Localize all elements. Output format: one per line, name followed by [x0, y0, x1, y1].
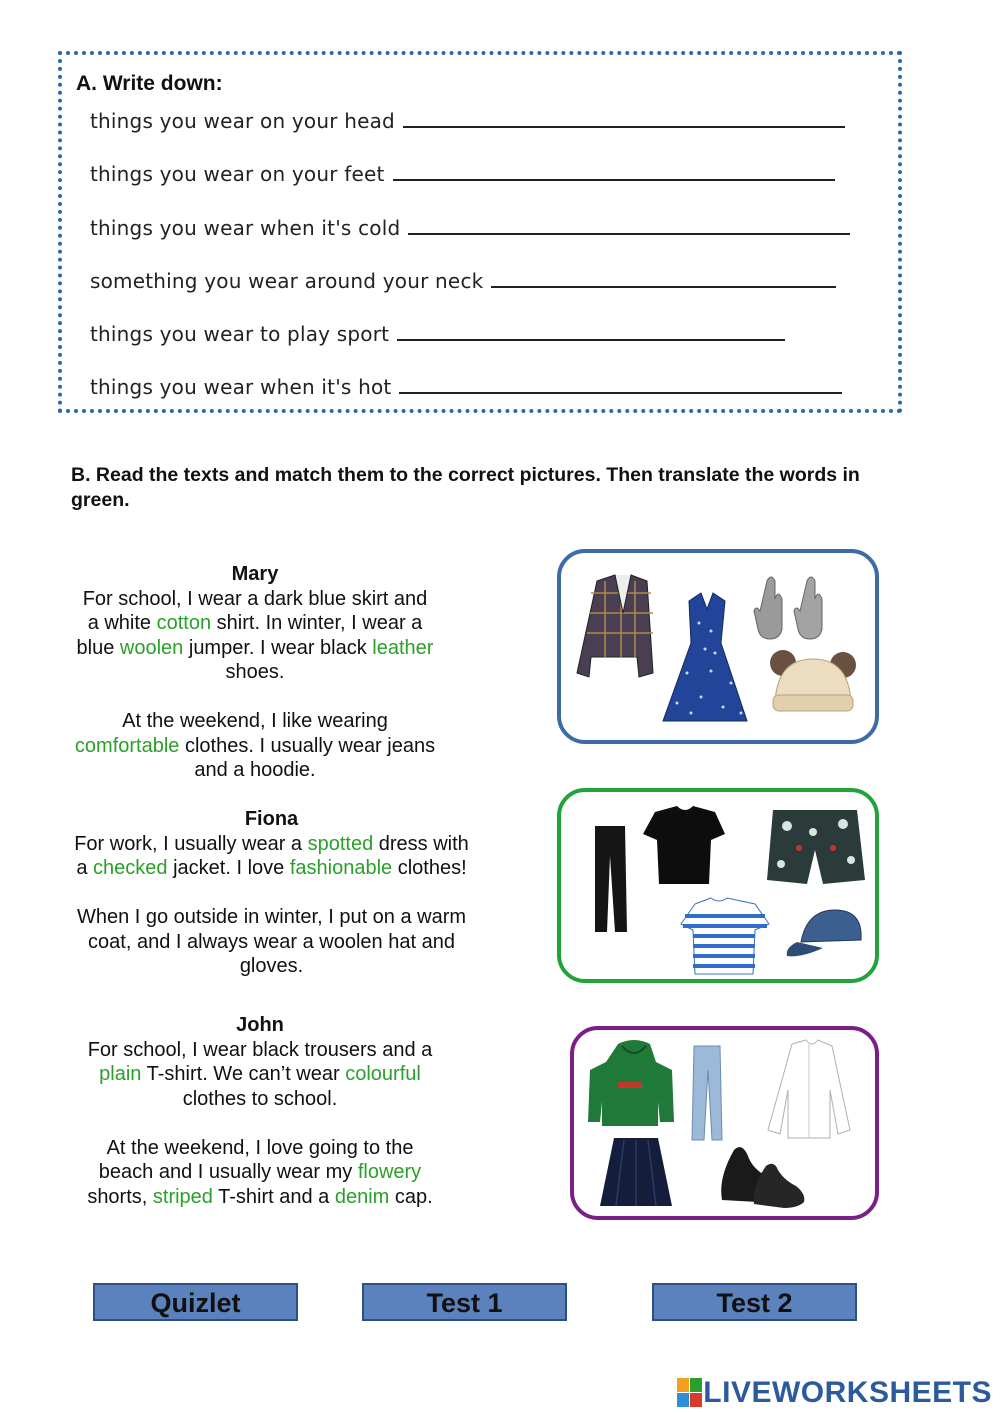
green-word[interactable]: denim	[334, 1185, 390, 1208]
mary-name: Mary	[231, 563, 279, 585]
black-t-shirt-icon	[643, 806, 725, 884]
liveworksheets-logo	[677, 1376, 992, 1410]
checked-jacket-icon	[577, 575, 653, 677]
text-span: cap.	[389, 1185, 433, 1208]
green-word[interactable]: flowery	[357, 1161, 422, 1183]
question-line	[90, 268, 836, 293]
section-b-title: B. Read the texts and match them to the correct pictures. Then translate the words in green.	[71, 464, 860, 511]
text-span: shoes.	[225, 661, 285, 683]
green-word[interactable]: checked	[93, 857, 168, 879]
flowery-shorts-icon	[767, 810, 865, 884]
text-span: T-shirt. We can’t wear	[141, 1063, 346, 1085]
john-name: John	[236, 1014, 284, 1036]
text-span: When I go outside in winter, I put on a warm	[76, 906, 467, 928]
picture-box-1[interactable]	[557, 549, 879, 744]
black-trousers-icon	[595, 826, 627, 932]
question-line	[90, 374, 842, 399]
logo-text: LIVEWORKSHEETS	[703, 1376, 992, 1409]
test-2-button[interactable]: Test 2	[652, 1283, 857, 1321]
green-word[interactable]: comfortable	[74, 734, 180, 757]
green-word[interactable]: colourful	[345, 1063, 421, 1085]
text-span: clothes!	[392, 857, 467, 879]
striped-t-shirt-icon	[681, 898, 769, 974]
text-span: blue	[76, 636, 120, 659]
question-text: things you wear on your head	[90, 109, 395, 133]
question-line	[90, 321, 785, 346]
denim-cap-icon	[787, 910, 861, 956]
white-shirt-icon	[768, 1040, 850, 1138]
text-span: coat, and I always wear a woolen hat and	[88, 930, 455, 953]
picture-box-3[interactable]	[570, 1026, 879, 1220]
answer-blank[interactable]	[491, 268, 836, 288]
green-word[interactable]: spotted	[307, 832, 374, 855]
green-word[interactable]: fashionable	[289, 857, 393, 879]
spotted-dress-icon	[663, 593, 747, 721]
text-span: For work, I usually wear a	[74, 832, 308, 855]
answer-blank[interactable]	[393, 161, 835, 181]
picture-box-1-art	[561, 553, 875, 740]
question-text: things you wear to play sport	[90, 322, 390, 346]
question-text: things you wear on your feet	[90, 162, 385, 186]
picture-box-3-art	[574, 1030, 875, 1216]
navy-skirt-icon	[600, 1138, 672, 1206]
text-span: and a hoodie.	[194, 759, 316, 781]
john-text	[55, 1013, 465, 1209]
text-span: For school, I wear black trousers and a	[87, 1038, 433, 1061]
text-span: clothes to school.	[182, 1087, 338, 1110]
question-line	[90, 161, 835, 186]
woolen-hat-icon	[770, 650, 856, 711]
logo-badge-icon	[677, 1378, 703, 1408]
text-span: dress with	[373, 832, 469, 855]
answer-blank[interactable]	[408, 215, 850, 235]
quizlet-button[interactable]: Quizlet	[93, 1283, 298, 1321]
question-text: something you wear around your neck	[90, 269, 484, 293]
question-line	[90, 215, 850, 240]
text-span: shorts,	[87, 1185, 153, 1208]
text-span: At the weekend, I like wearing	[122, 710, 388, 732]
question-line	[90, 108, 845, 133]
gloves-icon	[754, 577, 822, 639]
green-word[interactable]: leather	[372, 636, 434, 659]
green-word[interactable]: cotton	[156, 612, 212, 634]
test-1-button[interactable]: Test 1	[362, 1283, 567, 1321]
question-text: things you wear when it's cold	[90, 216, 401, 240]
text-span: clothes. I usually wear jeans	[179, 734, 436, 757]
green-word[interactable]: plain	[99, 1063, 142, 1085]
section-a-title: A. Write down:	[76, 72, 223, 95]
jeans-icon	[692, 1046, 722, 1140]
fiona-name: Fiona	[244, 808, 299, 830]
text-span: For school, I wear a dark blue skirt and	[82, 587, 428, 610]
mary-text	[50, 562, 460, 783]
answer-blank[interactable]	[399, 374, 842, 394]
black-shoes-icon	[721, 1147, 804, 1208]
green-hoodie-icon	[588, 1040, 674, 1126]
question-text: things you wear when it's hot	[90, 375, 392, 399]
text-span: beach and I usually wear my	[98, 1161, 358, 1183]
picture-box-2[interactable]	[557, 788, 879, 983]
text-span: gloves.	[239, 955, 304, 977]
text-span: jumper. I wear black	[183, 636, 373, 659]
text-span: T-shirt and a	[212, 1185, 335, 1208]
green-word[interactable]: striped	[152, 1185, 213, 1208]
text-span: jacket. I love	[167, 857, 290, 879]
text-span: a white	[87, 612, 157, 634]
text-span: shirt. In winter, I wear a	[211, 612, 423, 634]
text-span: At the weekend, I love going to the	[106, 1136, 414, 1159]
text-span: a	[76, 857, 94, 879]
answer-blank[interactable]	[397, 321, 785, 341]
green-word[interactable]: woolen	[119, 636, 184, 659]
picture-box-2-art	[561, 792, 875, 979]
answer-blank[interactable]	[403, 108, 845, 128]
fiona-text	[50, 807, 493, 979]
